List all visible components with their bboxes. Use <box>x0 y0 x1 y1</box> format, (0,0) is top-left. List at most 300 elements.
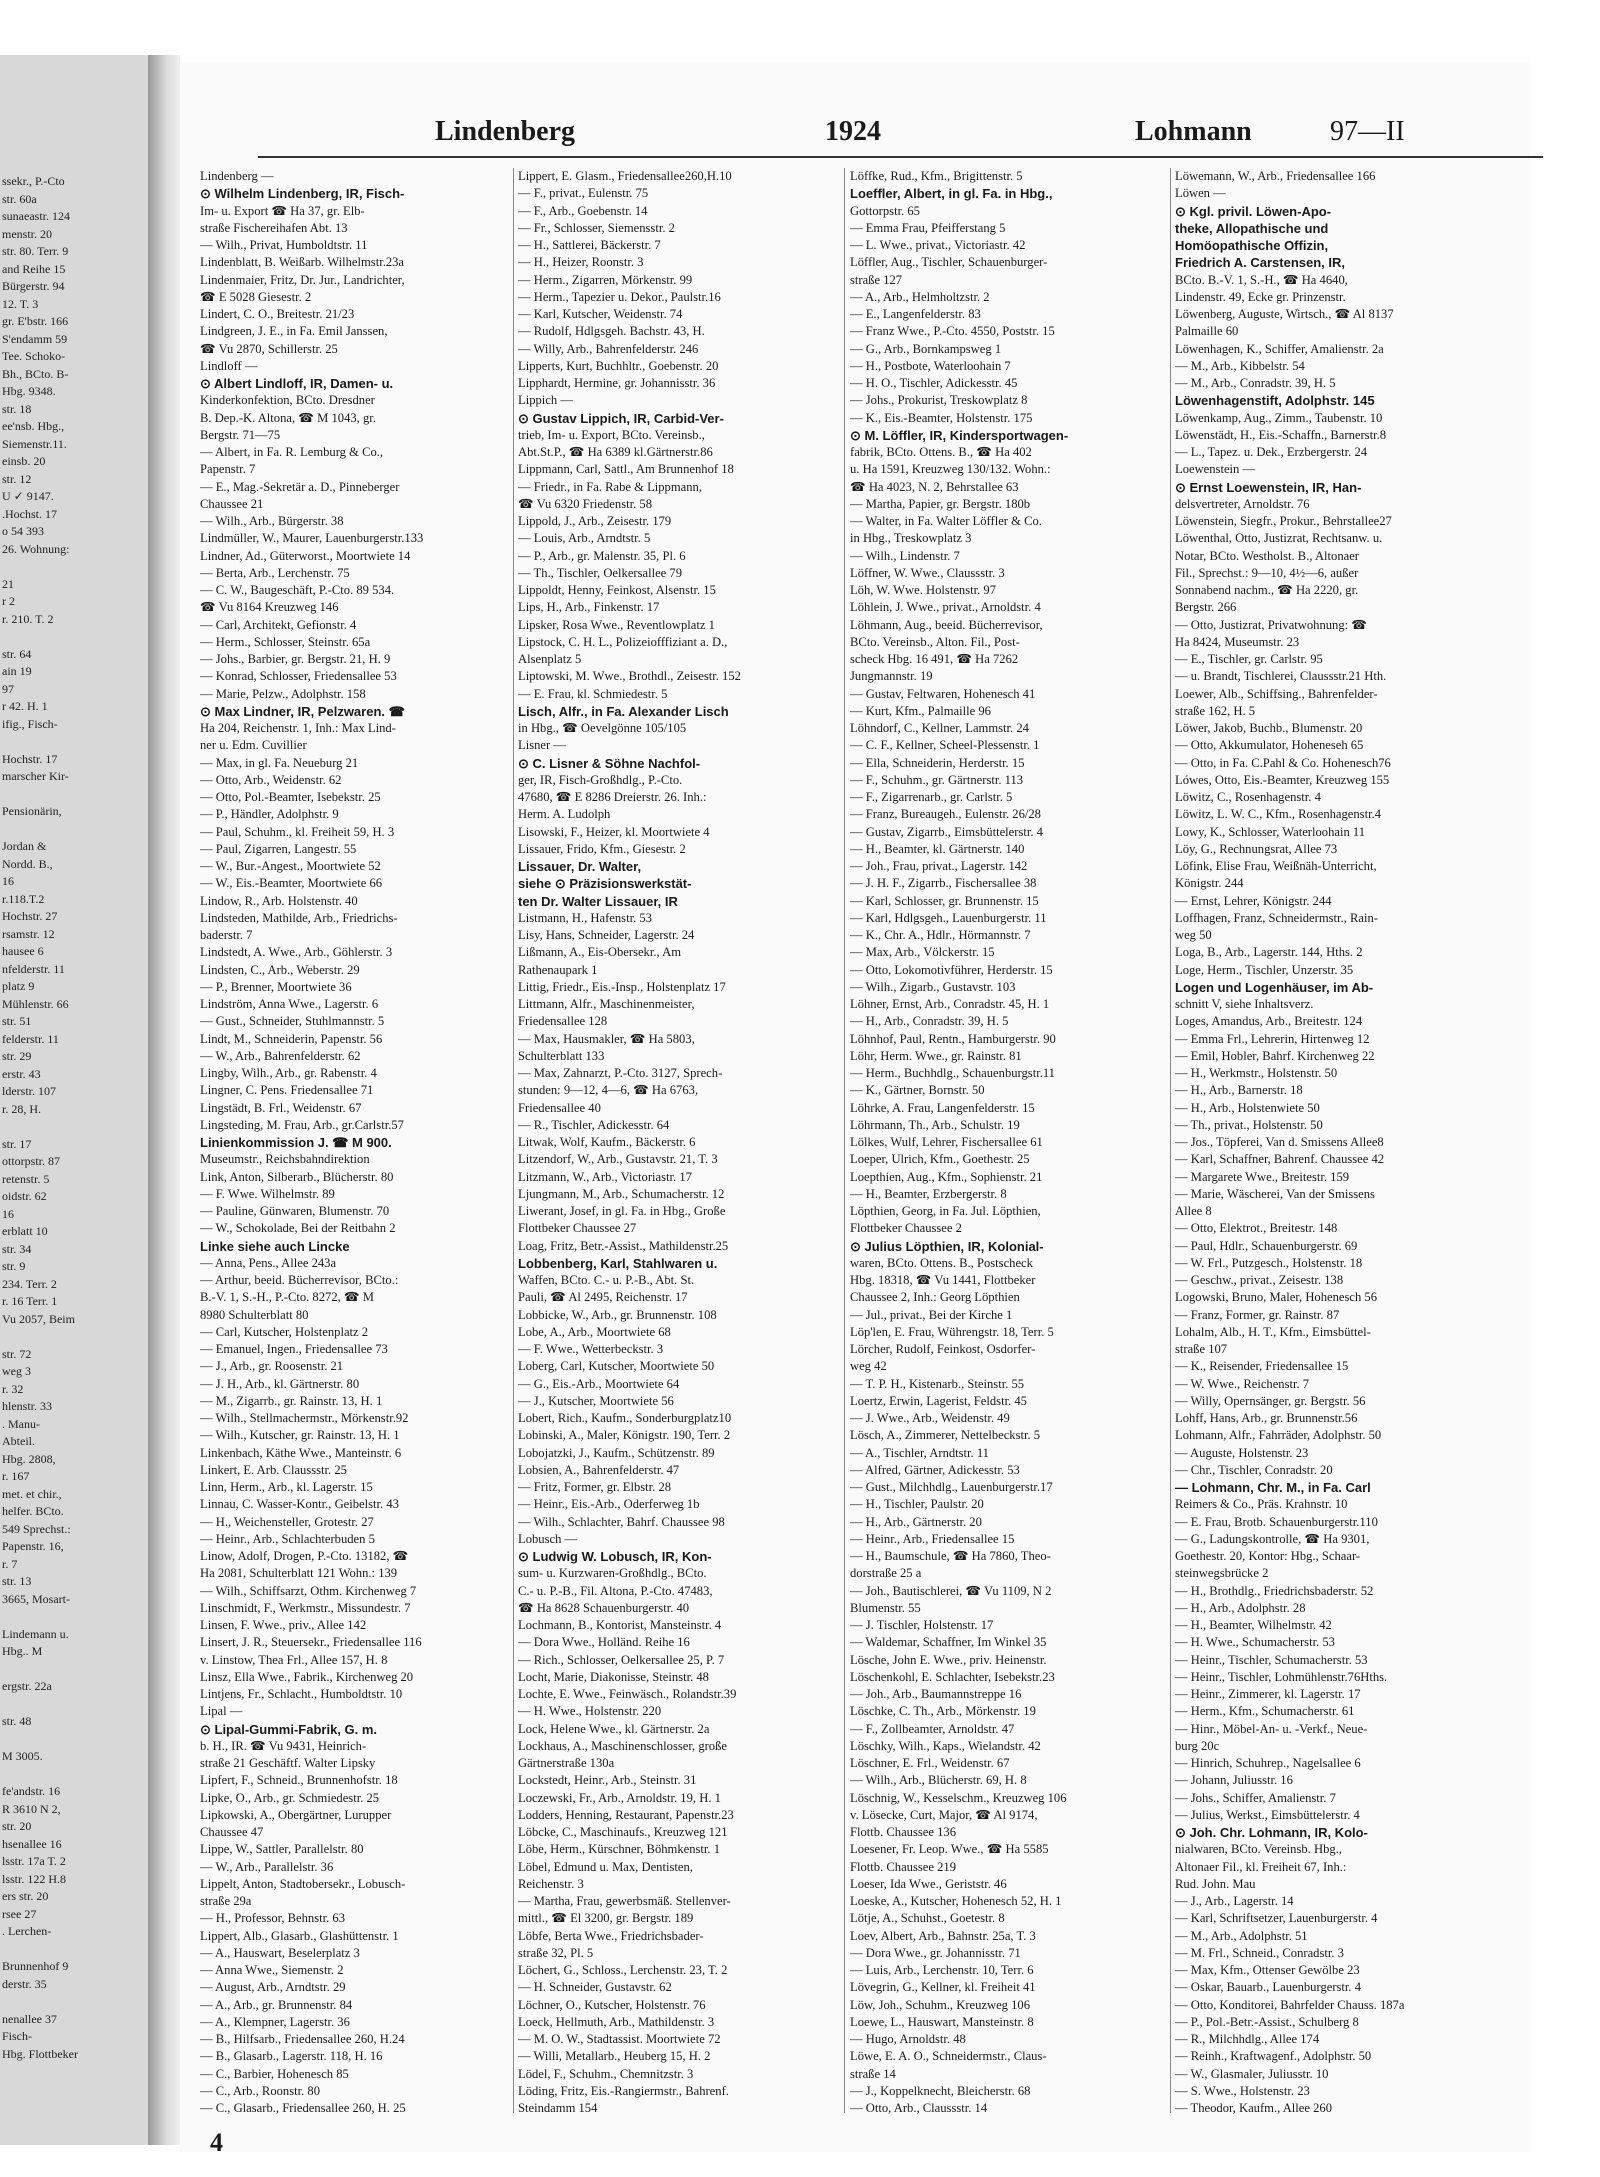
directory-entry: Bergstr. 266 <box>1175 600 1237 615</box>
directory-entry: — A., Arb., Helmholtzstr. 2 <box>850 289 990 304</box>
directory-entry: ⊙ Ludwig W. Lobusch, IR, Kon- <box>518 1549 712 1564</box>
directory-entry: — W., Bur.-Angest., Moortwiete 52 <box>200 859 381 873</box>
directory-entry: b. H., IR. ☎ Vu 9431, Heinrich- <box>200 1738 367 1753</box>
directory-entry: straße 162, H. 5 <box>1175 703 1256 718</box>
directory-entry: Lörcher, Rudolf, Feinkost, Osdorfer- <box>850 1342 1036 1356</box>
directory-entry: — H., Arb., Barnerstr. 18 <box>1175 1083 1303 1098</box>
directory-entry: — W., Schokolade, Bei der Reitbahn 2 <box>200 1221 396 1236</box>
directory-entry: — Herm., Buchhdlg., Schauenburgstr.11 <box>850 1066 1055 1080</box>
directory-entry: — H., Arb., Gärtnerstr. 20 <box>850 1514 982 1529</box>
directory-entry: — W., Arb., Parallelstr. 36 <box>200 1859 334 1874</box>
directory-entry: — Waldemar, Schaffner, Im Winkel 35 <box>850 1635 1047 1650</box>
directory-entry: — Marie, Pelzw., Adolphstr. 158 <box>200 686 366 701</box>
directory-entry: Lipstock, C. H. L., Polizeiofffiziant a. D., <box>518 634 728 649</box>
directory-entry: baderstr. 7 <box>200 928 253 942</box>
directory-entry: — K., Chr. A., Hdlr., Hörmannstr. 7 <box>850 928 1031 942</box>
directory-entry: trieb, Im- u. Export, BCto. Vereinsb., <box>518 427 705 442</box>
directory-entry: Ha 204, Reichenstr. 1, Inh.: Max Lind- <box>200 721 396 735</box>
directory-entry: Blumenstr. 55 <box>850 1600 921 1615</box>
directory-entry: Löwitz, L. W. C., Kfm., Rosenhagenstr.4 <box>1175 807 1382 822</box>
directory-entry: — P., Pol.-Betr.-Assist., Schulberg 8 <box>1175 2014 1359 2029</box>
directory-entry: Allee 8 <box>1175 1204 1212 1218</box>
directory-entry: ☎ Vu 8164 Kreuzweg 146 <box>200 600 339 615</box>
directory-entry: Loeck, Hellmuth, Arb., Mathildenstr. 3 <box>518 2014 715 2029</box>
directory-entry: straße Fischereihafen Abt. 13 <box>200 220 348 235</box>
directory-entry: Lock, Helene Wwe., kl. Gärtnerstr. 2a <box>518 1721 710 1736</box>
directory-entry: Loag, Fritz, Betr.-Assist., Mathildenstr.25 <box>518 1238 729 1253</box>
directory-entry: Lösch, A., Zimmerer, Nettelbeckstr. 5 <box>850 1428 1041 1443</box>
directory-entry: Lippert, E. Glasm., Friedensallee260,H.10 <box>518 169 732 183</box>
directory-entry: — Theodor, Kaufm., Allee 260 <box>1175 2101 1333 2115</box>
directory-entry: Löhmann, Aug., beeid. Bücherrevisor, <box>850 617 1043 632</box>
directory-entry: — Johann, Juliusstr. 16 <box>1175 1773 1293 1788</box>
directory-entry: — E. Frau, Brotb. Schauenburgerstr.110 <box>1175 1514 1378 1529</box>
directory-entry: — Otto, Akkumulator, Hoheneseh 65 <box>1175 738 1364 753</box>
directory-entry: — P., Arb., gr. Malenstr. 35, Pl. 6 <box>518 548 686 563</box>
directory-entry: v. Lösecke, Curt, Major, ☎ Al 9174, <box>850 1807 1038 1822</box>
directory-entry: Flottb. Chaussee 219 <box>850 1859 956 1874</box>
directory-entry: — Franz, Former, gr. Rainstr. 87 <box>1175 1307 1340 1322</box>
directory-entry: — Heinr., Tischler, Schumacherstr. 53 <box>1175 1652 1368 1667</box>
directory-entry: — G., Eis.-Arb., Moortwiete 64 <box>518 1376 680 1391</box>
directory-entry: Lindmüller, W., Maurer, Lauenburgerstr.133 <box>200 531 424 546</box>
directory-entry: — Heinr., Zimmerer, kl. Lagerstr. 17 <box>1175 1687 1361 1701</box>
directory-entry: Löhlein, J. Wwe., privat., Arnoldstr. 4 <box>850 600 1041 615</box>
directory-entry: — C. W., Baugeschäft, P.-Cto. 89 534. <box>200 583 395 597</box>
directory-entry: Lobusch — <box>518 1531 578 1546</box>
directory-entry: — Emma Frau, Pfeifferstang 5 <box>850 220 1006 235</box>
directory-entry: ⊙ Albert Lindloff, IR, Damen- u. <box>200 376 394 391</box>
directory-entry: Löschky, Wilh., Kaps., Wielandstr. 42 <box>850 1738 1041 1753</box>
directory-entry: — Hinrich, Schuhrep., Nagelsallee 6 <box>1175 1756 1361 1770</box>
directory-entry: mittl., ☎ El 3200, gr. Bergstr. 189 <box>518 1911 694 1926</box>
directory-entry: Waffen, BCto. C.- u. P.-B., Abt. St. <box>518 1273 695 1287</box>
directory-entry: Lobe, A., Arb., Moortwiete 68 <box>518 1324 671 1339</box>
directory-entry: burg 20c <box>1175 1738 1220 1753</box>
directory-entry: Lippelt, Anton, Stadtobersekr., Lobusch- <box>200 1876 406 1891</box>
directory-entry: Loeper, Ulrich, Kfm., Goethestr. 25 <box>850 1152 1030 1167</box>
directory-entry: in Hbg., Treskowplatz 3 <box>850 531 972 546</box>
directory-entry: Link, Anton, Silberarb., Blücherstr. 80 <box>200 1169 394 1184</box>
directory-entry: Lingner, C. Pens. Friedensallee 71 <box>200 1083 374 1098</box>
directory-entry: — Martha, Papier, gr. Bergstr. 180b <box>850 496 1031 511</box>
directory-entry: — Max, Kfm., Ottenser Gewölbe 23 <box>1175 1963 1360 1977</box>
directory-entry: — Emma Frl., Lehrerin, Hirtenweg 12 <box>1175 1031 1370 1046</box>
directory-entry: Lippmann, Carl, Sattl., Am Brunnenhof 18 <box>518 462 734 477</box>
directory-entry: C.- u. P.-B., Fil. Altona, P.-Cto. 47483, <box>518 1583 713 1598</box>
directory-entry: ⊙ Ernst Loewenstein, IR, Han- <box>1175 479 1362 495</box>
directory-entry: schnitt V, siehe Inhaltsverz. <box>1175 997 1314 1011</box>
directory-entry: — M., Arb., Conradstr. 39, H. 5 <box>1175 376 1336 390</box>
directory-entry: — Karl, Schlosser, gr. Brunnenstr. 15 <box>850 893 1039 908</box>
directory-entry: — W. Frl., Putzgesch., Holstenstr. 18 <box>1175 1255 1363 1270</box>
left-page-text: ssekr., P.-Cto str. 60a sunaeastr. 124 menstr. 20 str. 80. Terr. 9 and Reihe 15 Bürgerstr. 94 12. T. 3 gr. E'bstr. 166 S'endamm 59 Tee. Schoko- Bh., BCto. B- Hbg. 9348. str. 18 ee'nsb. Hbg., Siemenstr.11. einsb. 20 str. 12 U ✓ 9147. .Hochst. 17 o 54 393 26. Wohnung: 21 r 2 r. 210. T. 2 str. 64 ain 19 97 r 42. H. 1 ifig., Fisch- Hochstr. 17 marscher Kir- Pensionärin, Jordan & Nordd. B., 16 r.118.T.2 Hochstr. 27 rsamstr. 12 hausee 6 nfelderstr. 11 platz 9 Mühlenstr. 66 str. 51 felderstr. 11 str. 29 erstr. 43 lderstr. 107 r. 28, H. str. 17 ottorpstr. 87 retenstr. 5 oidstr. 62 16 erblatt 10 str. 34 str. 9 234. Terr. 2 r. 16 Terr. 1 Vu 2057, Beim str. 72 weg 3 r. 32 hlenstr. 33 . Manu- Abteil. Hbg. 2808, r. 167 met. et chir., helfer. BCto. 549 Sprechst.: Papenstr. 16, r. 7 str. 13 3665, Mosart- Lindemann u. Hbg.. M ergstr. 22a str. 48 M 3005. fe'andstr. 16 R 3610 N 2, str. 20 hsenallee 16 lsstr. 17a T. 2 lsstr. 122 H.8 ers str. 20 rsee 27 . Lerchen- Brunnenhof 9 derstr. 35 nenallee 37 Fisch- Hbg. Flottbeker <box>2 174 78 2061</box>
directory-entry: Steindamm 154 <box>518 2101 598 2115</box>
directory-entry: — Wilh., Schlachter, Bahrf. Chaussee 98 <box>518 1514 725 1529</box>
directory-entry: Lippich — <box>518 393 573 408</box>
directory-entry: Löwer, Jakob, Buchb., Blumenstr. 20 <box>1175 721 1363 735</box>
directory-entry: — Franz, Bureaugeh., Eulenstr. 26/28 <box>850 807 1041 822</box>
directory-entry: — A., Tischler, Arndtstr. 11 <box>850 1445 989 1460</box>
directory-entry: — Otto, Pol.-Beamter, Isebekstr. 25 <box>200 790 381 804</box>
directory-entry: Lohalm, Alb., H. T., Kfm., Eimsbüttel- <box>1175 1324 1371 1339</box>
directory-entry: Löhnhof, Paul, Rentn., Hamburgerstr. 90 <box>850 1031 1056 1046</box>
directory-entry: — J., Kutscher, Moortwiete 56 <box>518 1393 674 1408</box>
directory-entry: Lówes, Otto, Eis.-Beamter, Kreuzweg 155 <box>1175 772 1390 787</box>
directory-entry: — Ella, Schneiderin, Herderstr. 15 <box>850 755 1025 770</box>
directory-entry: Locht, Marie, Diakonisse, Steinstr. 48 <box>518 1669 709 1684</box>
directory-entry: Linkert, E. Arb. Claussstr. 25 <box>200 1462 347 1477</box>
directory-entry: straße 32, Pl. 5 <box>518 1945 594 1960</box>
directory-entry: Löhrmann, Th., Arb., Schulstr. 19 <box>850 1117 1020 1132</box>
directory-entry: — Herm., Zigarren, Mörkenstr. 99 <box>518 272 693 287</box>
directory-entry: Linsert, J. R., Steuersekr., Friedensallee 116 <box>200 1635 422 1650</box>
directory-entry: Lindsten, C., Arb., Weberstr. 29 <box>200 962 360 977</box>
directory-entry: Loev, Albert, Arb., Bahnstr. 25a, T. 3 <box>850 1928 1036 1943</box>
directory-entry: Lindner, Ad., Güterworst., Moortwiete 14 <box>200 548 411 563</box>
directory-entry: straße 29a <box>200 1894 252 1908</box>
directory-entry: Löschenkohl, E. Schlachter, Isebekstr.23 <box>850 1669 1055 1684</box>
directory-entry: Schulterblatt 133 <box>518 1048 605 1063</box>
directory-entry: — W., Arb., Bahrenfelderstr. 62 <box>200 1048 361 1063</box>
directory-entry: — Franz Wwe., P.-Cto. 4550, Poststr. 15 <box>850 324 1055 339</box>
directory-entry: Rud. John. Mau <box>1175 1876 1256 1891</box>
directory-entry: — H. Wwe., Schumacherstr. 53 <box>1175 1635 1335 1650</box>
directory-entry: Goethestr. 20, Kontor: Hbg., Schaar- <box>1175 1549 1361 1563</box>
directory-entry: Lissauer, Dr. Walter, <box>518 859 642 874</box>
directory-entry: — Konrad, Schlosser, Friedensallee 53 <box>200 669 397 684</box>
directory-entry: Königstr. 244 <box>1175 876 1244 891</box>
directory-entry: — K., Gärtner, Bornstr. 50 <box>850 1083 985 1098</box>
directory-entry: Löschnig, W., Kesselschm., Kreuzweg 106 <box>850 1790 1067 1805</box>
directory-entry: Löbfe, Berta Wwe., Friedrichsbader- <box>518 1928 704 1943</box>
directory-entry: — H., Beamter, kl. Gärtnerstr. 140 <box>850 841 1025 856</box>
directory-entry: Lindloff — <box>200 358 258 373</box>
directory-entry: Litwak, Wolf, Kaufm., Bäckerstr. 6 <box>518 1135 696 1149</box>
directory-entry: Lippert, Alb., Glasarb., Glashüttenstr. 1 <box>200 1928 399 1943</box>
directory-entry: — W., Eis.-Beamter, Moortwiete 66 <box>200 876 383 891</box>
directory-entry: Lipal — <box>200 1704 243 1719</box>
directory-entry: Gottorpstr. 65 <box>850 203 920 218</box>
directory-entry: Linke siehe auch Lincke <box>200 1238 350 1254</box>
directory-entry: — Walter, in Fa. Walter Löffler & Co. <box>850 514 1042 528</box>
directory-entry: Lohff, Hans, Arb., gr. Brunnenstr.56 <box>1175 1411 1358 1425</box>
directory-entry: — Karl, Schaffner, Bahrenf. Chaussee 42 <box>1175 1152 1385 1167</box>
directory-entry: — August, Arb., Arndtstr. 29 <box>200 1980 346 1995</box>
directory-entry: Chaussee 47 <box>200 1825 264 1839</box>
directory-entry: — J., Koppelknecht, Bleicherstr. 68 <box>850 2083 1031 2098</box>
directory-entry: u. Ha 1591, Kreuzweg 130/132. Wohn.: <box>850 462 1051 477</box>
directory-entry: — H., Postbote, Waterloohain 7 <box>850 358 1011 373</box>
directory-entry: ☎ Vu 2870, Schillerstr. 25 <box>200 341 338 356</box>
directory-entry: — Johs., Prokurist, Treskowplatz 8 <box>850 393 1028 408</box>
directory-entry: Löw, Joh., Schuhm., Kreuzweg 106 <box>850 1997 1031 2012</box>
directory-entry: Sonnabend nachm., ☎ Ha 2220, gr. <box>1175 583 1359 597</box>
directory-entry: Löwenstein, Siegfr., Prokur., Behrstallee27 <box>1175 514 1392 528</box>
directory-entry: — Th., Tischler, Oelkersallee 79 <box>518 565 683 580</box>
directory-entry: BCto. Vereinsb., Alton. Fil., Post- <box>850 634 1020 649</box>
directory-entry: — M., Zigarrb., gr. Rainstr. 13, H. 1 <box>200 1393 383 1408</box>
directory-entry: Löhrke, A. Frau, Langenfelderstr. 15 <box>850 1100 1035 1115</box>
directory-entry: Lölkes, Wulf, Lehrer, Fischersallee 61 <box>850 1135 1043 1149</box>
header-left-keyword: Lindenberg <box>435 116 576 147</box>
directory-entry: — Otto, in Fa. C.Pahl & Co. Hohenesch76 <box>1175 755 1391 770</box>
directory-entry: — H., Beamter, Erzbergerstr. 8 <box>850 1186 1007 1201</box>
directory-entry: Lippe, W., Sattler, Parallelstr. 80 <box>200 1842 364 1857</box>
directory-entry: — Arthur, beeid. Bücherrevisor, BCto.: <box>200 1273 399 1287</box>
directory-entry: — Heinr., Arb., Friedensallee 15 <box>850 1531 1015 1546</box>
directory-entry: Lingby, Wilh., Arb., gr. Rabenstr. 4 <box>200 1066 377 1080</box>
directory-entry: — F., Zollbeamter, Arnoldstr. 47 <box>850 1721 1015 1736</box>
directory-entry: — Emanuel, Ingen., Friedensallee 73 <box>200 1342 388 1356</box>
directory-entry: Loffhagen, Franz, Schneidermstr., Rain- <box>1175 910 1378 925</box>
directory-entry: — H., Tischler, Paulstr. 20 <box>850 1497 984 1512</box>
directory-entry: ⊙ Julius Löpthien, IR, Kolonial- <box>850 1238 1044 1254</box>
directory-entry: — Chr., Tischler, Conradstr. 20 <box>1175 1462 1333 1477</box>
directory-entry: Lövegrin, G., Kellner, kl. Freiheit 41 <box>850 1980 1036 1995</box>
directory-entry: Lochte, E. Wwe., Feinwäsch., Rolandstr.39 <box>518 1687 737 1701</box>
directory-entry: Löbcke, C., Maschinaufs., Kreuzweg 121 <box>518 1825 728 1839</box>
directory-entry: Littmann, Alfr., Maschinenmeister, <box>518 997 695 1011</box>
directory-entry: — Heinr., Eis.-Arb., Oderferweg 1b <box>518 1497 700 1512</box>
directory-entry: ner u. Edm. Cuvillier <box>200 738 307 753</box>
directory-entry: Löschke, C. Th., Arb., Mörkenstr. 19 <box>850 1704 1036 1719</box>
directory-entry: stunden: 9—12, 4—6, ☎ Ha 6763, <box>518 1083 699 1098</box>
directory-entry: — C., Glasarb., Friedensallee 260, H. 25 <box>200 2101 406 2115</box>
directory-entry: Abt.St.P., ☎ Ha 6389 kl.Gärtnerstr.86 <box>518 445 713 459</box>
directory-entry: — Otto, Lokomotivführer, Herderstr. 15 <box>850 962 1053 977</box>
directory-entry: — Otto, Justizrat, Privatwohnung: ☎ <box>1175 617 1367 632</box>
directory-entry: Alsenplatz 5 <box>518 652 582 666</box>
directory-entry: Löwemann, W., Arb., Friedensallee 166 <box>1175 169 1376 183</box>
directory-entry: Flottbeker Chaussee 27 <box>518 1221 637 1236</box>
directory-entry: — A., Arb., gr. Brunnenstr. 84 <box>200 1997 353 2012</box>
directory-entry: Loga, B., Arb., Lagerstr. 144, Hths. 2 <box>1175 945 1363 960</box>
directory-entry: Lobbenberg, Karl, Stahlwaren u. <box>518 1255 718 1271</box>
directory-entry: Löwenhagenstift, Adolphstr. 145 <box>1175 393 1375 409</box>
directory-entry: Lindenblatt, B. Weißarb. Wilhelmstr.23a <box>200 255 405 270</box>
directory-entry: — B., Hilfsarb., Friedensallee 260, H.24 <box>200 2032 405 2046</box>
directory-entry: Lißmann, A., Eis-Obersekr., Am <box>518 945 681 960</box>
directory-entry: — Emil, Hobler, Bahrf. Kirchenweg 22 <box>1175 1048 1375 1063</box>
directory-entry: Lindström, Anna Wwe., Lagerstr. 6 <box>200 997 379 1011</box>
directory-entry: — M. Frl., Schneid., Conradstr. 3 <box>1175 1945 1344 1960</box>
directory-entry: Lindenberg — <box>200 169 274 183</box>
directory-entry: ⊙ Wilhelm Lindenberg, IR, Fisch- <box>200 186 405 202</box>
directory-entry: — Th., privat., Holstenstr. 50 <box>1175 1117 1323 1132</box>
directory-entry: Loepthien, Aug., Kfm., Sophienstr. 21 <box>850 1169 1043 1184</box>
directory-entry: straße 107 <box>1175 1342 1228 1356</box>
directory-entry: ☎ Ha 8628 Schauenburgerstr. 40 <box>518 1600 690 1615</box>
directory-entry: dorstraße 25 a <box>850 1566 922 1581</box>
directory-entry: Loertz, Erwin, Lagerist, Feldstr. 45 <box>850 1393 1027 1408</box>
directory-entry: straße 14 <box>850 2066 896 2081</box>
directory-entry: — Willy, Arb., Bahrenfelderstr. 246 <box>518 341 699 356</box>
directory-entry: — J. Wwe., Arb., Weidenstr. 49 <box>850 1411 1010 1425</box>
directory-entry: delsvertreter, Arnoldstr. 76 <box>1175 496 1310 511</box>
directory-entry: Rathenaupark 1 <box>518 962 598 977</box>
directory-entry: Loewenstein — <box>1175 462 1256 477</box>
directory-entry: Lodders, Henning, Restaurant, Papenstr.23 <box>518 1807 734 1822</box>
directory-entry: Löp'len, E. Frau, Wührengstr. 18, Terr. 5 <box>850 1324 1054 1339</box>
directory-entry: Loeser, Ida Wwe., Geriststr. 46 <box>850 1876 1007 1891</box>
directory-entry: — Heinr., Arb., Schlachterbuden 5 <box>200 1531 375 1546</box>
directory-entry: Lindt, M., Schneiderin, Papenstr. 56 <box>200 1031 383 1046</box>
directory-entry: — Carl, Architekt, Gefionstr. 4 <box>200 617 357 632</box>
directory-entry: Loesener, Fr. Leop. Wwe., ☎ Ha 5585 <box>850 1842 1049 1857</box>
directory-entry: Löh, W. Wwe. Holstenstr. 97 <box>850 583 996 597</box>
directory-entry: Homöopathische Offizin, <box>1175 238 1329 253</box>
directory-entry: — Carl, Kutscher, Holstenplatz 2 <box>200 1324 369 1339</box>
directory-entry: — J. Tischler, Holstenstr. 17 <box>850 1618 994 1632</box>
directory-entry: — Gust., Milchhdlg., Lauenburgerstr.17 <box>850 1480 1053 1494</box>
directory-entry: Reichenstr. 3 <box>518 1876 584 1891</box>
directory-entry: Lisner — <box>518 738 566 753</box>
directory-entry: — Anna Wwe., Siemenstr. 2 <box>200 1963 344 1977</box>
directory-entry: ⊙ M. Löffler, IR, Kindersportwagen- <box>850 427 1069 443</box>
directory-entry: Lindstedt, A. Wwe., Arb., Göhlerstr. 3 <box>200 945 393 960</box>
directory-entry: — Herm., Tapezier u. Dekor., Paulstr.16 <box>518 289 721 304</box>
directory-entry: Logowski, Bruno, Maler, Hohenesch 56 <box>1175 1290 1378 1305</box>
directory-entry: — G., Arb., Bornkampsweg 1 <box>850 341 1002 356</box>
directory-entry: Loczewski, Fr., Arb., Arnoldstr. 19, H. 1 <box>518 1790 721 1805</box>
directory-entry: ger, IR, Fisch-Großhdlg., P.-Cto. <box>518 772 683 787</box>
directory-entry: ⊙ Lipal-Gummi-Fabrik, G. m. <box>200 1721 378 1737</box>
header-year: 1924 <box>825 116 881 147</box>
directory-entry: — R., Milchhdlg., Allee 174 <box>1175 2032 1320 2046</box>
directory-entry: Friedensallee 128 <box>518 1014 608 1029</box>
directory-entry: weg 50 <box>1175 928 1212 942</box>
directory-entry: — H., Werkmstr., Holstenstr. 50 <box>1175 1066 1338 1080</box>
directory-entry: in Hbg., ☎ Oevelgönne 105/105 <box>518 721 687 735</box>
directory-entry: Löpthien, Georg, in Fa. Jul. Löpthien, <box>850 1204 1041 1218</box>
directory-entry: — C. F., Kellner, Scheel-Plessenstr. 1 <box>850 738 1040 753</box>
directory-entry: Lipfert, F., Schneid., Brunnenhofstr. 18 <box>200 1773 398 1788</box>
directory-entry: — Jos., Töpferei, Van d. Smissens Allee8 <box>1175 1135 1384 1149</box>
directory-entry: fabrik, BCto. Ottens. B., ☎ Ha 402 <box>850 445 1032 459</box>
directory-entry: — Karl, Schriftsetzer, Lauenburgerstr. 4 <box>1175 1911 1378 1926</box>
directory-entry: — Joh., Frau, privat., Lagerstr. 142 <box>850 859 1028 873</box>
directory-entry: Jungmannstr. 19 <box>850 669 933 684</box>
directory-entry: straße 127 <box>850 272 903 287</box>
directory-entry: — Reinh., Kraftwagenf., Adolphstr. 50 <box>1175 2049 1372 2064</box>
directory-entry: — T. P. H., Kistenarb., Steinstr. 55 <box>850 1376 1025 1391</box>
directory-entry: Löffler, Aug., Tischler, Schauenburger- <box>850 255 1048 270</box>
directory-entry: — P., Brenner, Moortwiete 36 <box>200 979 352 994</box>
directory-entry: — C., Arb., Roonstr. 80 <box>200 2083 321 2098</box>
directory-entry: — Gust., Schneider, Stuhlmannstr. 5 <box>200 1014 385 1029</box>
directory-entry: Liwerant, Josef, in gl. Fa. in Hbg., Große <box>518 1204 726 1218</box>
directory-entry <box>518 2117 838 2118</box>
directory-entry: Museumstr., Reichsbahndirektion <box>200 1152 370 1167</box>
directory-entry: — Otto, Konditorei, Bahrfelder Chauss. 187a <box>1175 1997 1405 2012</box>
directory-entry: — J. H., Arb., kl. Gärtnerstr. 80 <box>200 1376 360 1391</box>
directory-entry: — Margarete Wwe., Breitestr. 159 <box>1175 1169 1350 1184</box>
directory-entry: Reimers & Co., Präs. Krahnstr. 10 <box>1175 1497 1348 1512</box>
directory-entry: Löhner, Ernst, Arb., Conradstr. 45, H. 1 <box>850 997 1050 1011</box>
directory-entry: — R., Tischler, Adickesstr. 64 <box>518 1117 670 1132</box>
directory-entry: — u. Brandt, Tischlerei, Claussstr.21 Hth. <box>1175 669 1387 684</box>
column-divider <box>513 168 514 2113</box>
directory-entry: — Otto, Arb., Claussstr. 14 <box>850 2101 988 2115</box>
directory-entry: scheck Hbg. 16 491, ☎ Ha 7262 <box>850 652 1019 666</box>
directory-entry: B. Dep.-K. Altona, ☎ M 1043, gr. <box>200 410 376 425</box>
directory-entry: Löy, G., Rechnungsrat, Allee 73 <box>1175 841 1338 856</box>
directory-entry: — H., Arb., Conradstr. 39, H. 5 <box>850 1014 1009 1029</box>
directory-entry: steinwegsbrücke 2 <box>1175 1566 1269 1581</box>
directory-entry: sum- u. Kurzwaren-Großhdlg., BCto. <box>518 1566 707 1581</box>
page-number: 97—II <box>1330 116 1405 147</box>
directory-entry: 8980 Schulterblatt 80 <box>200 1307 309 1322</box>
directory-entry: — Rich., Schlosser, Oelkersallee 25, P. 7 <box>518 1652 725 1667</box>
directory-entry: Friedensallee 40 <box>518 1100 601 1115</box>
directory-entry: — Hugo, Arnoldstr. 48 <box>850 2032 966 2046</box>
directory-entry: — Fritz, Former, gr. Elbstr. 28 <box>518 1480 672 1494</box>
directory-entry: — H. Schneider, Gustavstr. 62 <box>518 1980 672 1995</box>
directory-entry: — E., Langenfelderstr. 83 <box>850 307 981 321</box>
directory-entry: Löffner, W. Wwe., Claussstr. 3 <box>850 565 1005 580</box>
directory-entry: Linsen, F. Wwe., priv., Allee 142 <box>200 1618 367 1632</box>
directory-entry: — Julius, Werkst., Eimsbüttelerstr. 4 <box>1175 1807 1360 1822</box>
directory-entry: — Dora Wwe., Holländ. Reihe 16 <box>518 1635 690 1650</box>
page-header <box>255 90 1545 160</box>
directory-entry: Littig, Friedr., Eis.-Insp., Holstenplatz 17 <box>518 979 726 994</box>
directory-entry <box>1175 2117 1505 2118</box>
directory-entry: Chaussee 21 <box>200 496 264 511</box>
directory-entry: — Herm., Kfm., Schumacherstr. 61 <box>1175 1704 1355 1719</box>
directory-entry: — H., Heizer, Roonstr. 3 <box>518 255 644 270</box>
directory-entry: ⊙ C. Lisner & Söhne Nachfol- <box>518 755 701 771</box>
directory-entry: ⊙ Kgl. privil. Löwen-Apo- <box>1175 203 1332 219</box>
directory-entry: B.-V. 1, S.-H., P.-Cto. 8272, ☎ M <box>200 1290 374 1305</box>
directory-entry: — Jul., privat., Bei der Kirche 1 <box>850 1307 1013 1322</box>
directory-entry: — Kurt, Kfm., Palmaille 96 <box>850 703 991 718</box>
directory-entry: — Johs., Schiffer, Amalienstr. 7 <box>1175 1790 1336 1805</box>
directory-entry: 47680, ☎ E 8286 Dreierstr. 26. Inh.: <box>518 790 707 804</box>
directory-entry: Chaussee 2, Inh.: Georg Löpthien <box>850 1290 1020 1305</box>
directory-entry: Lissauer, Frido, Kfm., Giesestr. 2 <box>518 841 686 856</box>
directory-entry: Kinderkonfektion, BCto. Dresdner <box>200 393 375 408</box>
directory-entry: — Rudolf, Hdlgsgeh. Bachstr. 43, H. <box>518 324 705 339</box>
directory-entry: — E., Tischler, gr. Carlstr. 95 <box>1175 652 1323 666</box>
directory-entry: Loges, Amandus, Arb., Breitestr. 124 <box>1175 1014 1363 1029</box>
directory-entry: — L. Wwe., privat., Victoriastr. 42 <box>850 238 1026 252</box>
directory-entry: — Wilh., Stellmachermstr., Mörkenstr.92 <box>200 1411 409 1425</box>
directory-entry: — Friedr., in Fa. Rabe & Lippmann, <box>518 479 702 494</box>
directory-entry <box>200 2117 510 2118</box>
directory-entry: Lingsteding, M. Frau, Arb., gr.Carlstr.57 <box>200 1117 404 1132</box>
directory-entry: Löwe, E. A. O., Schneidermstr., Claus- <box>850 2049 1047 2064</box>
directory-entry: — Willy, Opernsänger, gr. Bergstr. 56 <box>1175 1393 1366 1408</box>
directory-entry: Lindow, R., Arb. Holstenstr. 40 <box>200 893 358 908</box>
directory-entry: Lobojatzki, J., Kaufm., Schützenstr. 89 <box>518 1445 715 1460</box>
directory-entry: nialwaren, BCto. Vereinsb. Hbg., <box>1175 1842 1342 1857</box>
directory-entry: — E., Mag.-Sekretär a. D., Pinneberger <box>200 479 400 494</box>
directory-entry: Löhndorf, C., Kellner, Lammstr. 24 <box>850 721 1029 735</box>
directory-entry: Löwenberg, Auguste, Wirtsch., ☎ Al 8137 <box>1175 307 1394 321</box>
directory-entry: — Gustav, Feltwaren, Hohenesch 41 <box>850 686 1036 701</box>
directory-entry: — Wilh., Kutscher, gr. Rainstr. 13, H. 1 <box>200 1428 400 1443</box>
directory-entry: — E. Frau, kl. Schmiedestr. 5 <box>518 686 668 701</box>
directory-entry: — Oskar, Bauarb., Lauenburgerstr. 4 <box>1175 1980 1362 1995</box>
directory-entry: Lochmann, B., Kontorist, Mansteinstr. 4 <box>518 1618 722 1632</box>
directory-entry: — L., Tapez. u. Dek., Erzbergerstr. 24 <box>1175 445 1368 459</box>
column-1 <box>200 168 510 2118</box>
directory-entry: — Hinr., Möbel-An- u. -Verkf., Neue- <box>1175 1721 1368 1736</box>
directory-entry: Altonaer Fil., kl. Freiheit 67, Inh.: <box>1175 1859 1347 1874</box>
directory-entry: — Pauline, Günwaren, Blumenstr. 70 <box>200 1204 390 1218</box>
directory-entry: Löhr, Herm. Wwe., gr. Rainstr. 81 <box>850 1048 1022 1063</box>
